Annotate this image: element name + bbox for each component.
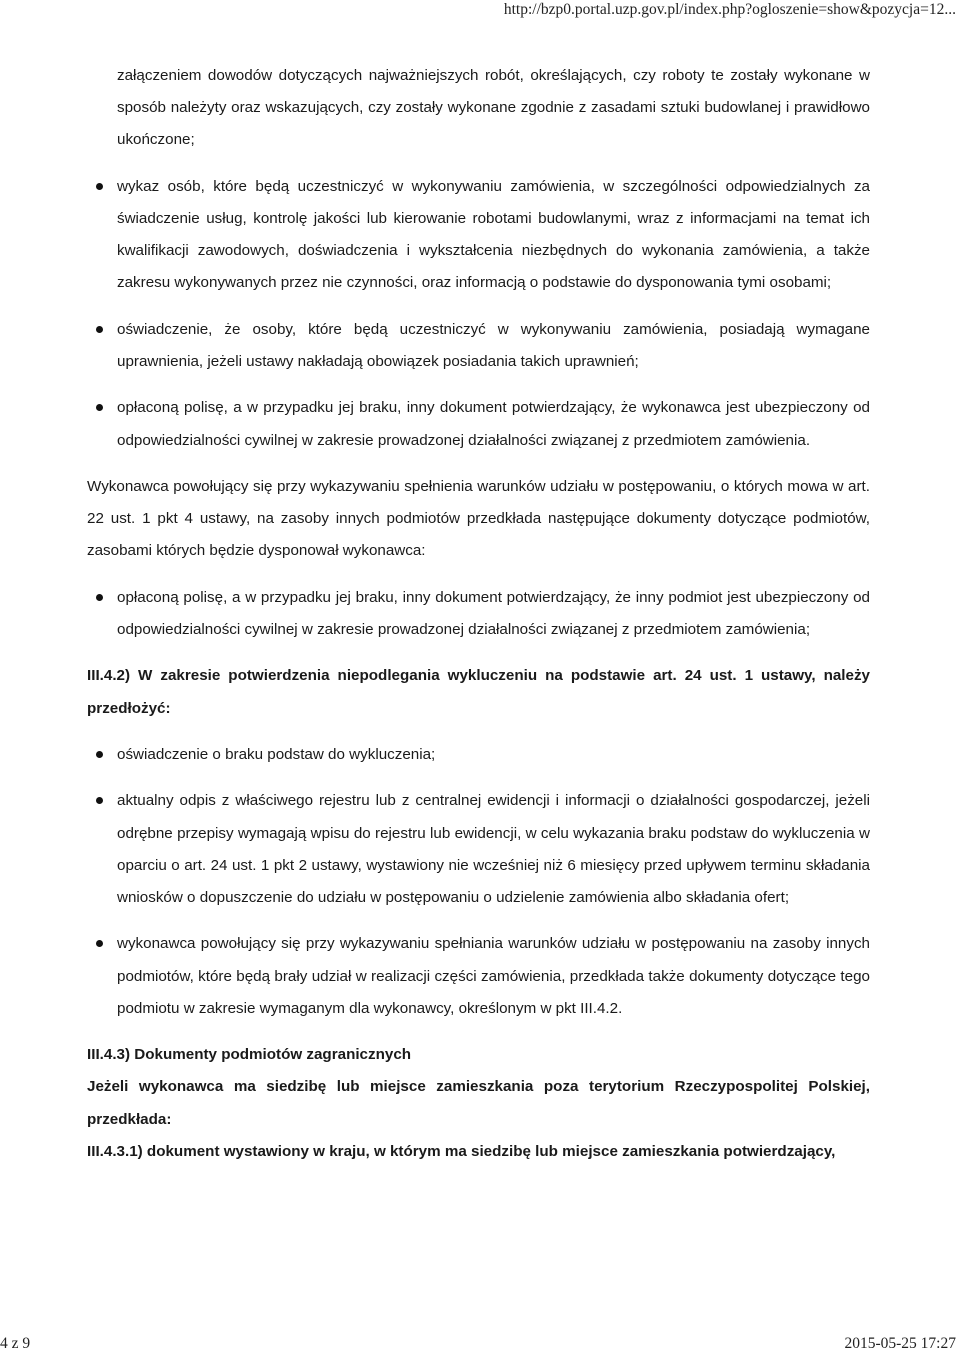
foreign-entities-intro: Jeżeli wykonawca ma siedzibę lub miejsce zamieszkania poza terytorium Rzeczypospolitej Polskiej, przedkłada: xyxy=(87,1078,870,1128)
print-header-url: http://bzp0.portal.uzp.gov.pl/index.php?ogloszenie=show&pozycja=12... xyxy=(503,1,956,18)
document-body xyxy=(87,60,870,1168)
bullet-list-exclusion-documents xyxy=(87,739,870,1025)
list-item: wykaz osób, które będą uczestniczyć w wykonywaniu zamówienia, w szczególności odpowiedzialnych za świadczenie usług, kontrolę jakości lub kierowanie robotami budowlanymi, wraz z informacjami na temat ich kwalifikacji zawodowych, doświadczenia i wykształcenia niezbędnych do wykonania zamówienia, a także zakresu wykonywanych przez nie czynności, oraz informacją o podstawie do dysponowania tymi osobami; xyxy=(87,171,870,300)
list-item: oświadczenie, że osoby, które będą uczestniczyć w wykonywaniu zamówienia, posiadają wymagane uprawnienia, jeżeli ustawy nakładają obowiązek posiadania takich uprawnień; xyxy=(87,314,870,378)
list-item: opłaconą polisę, a w przypadku jej braku, inny dokument potwierdzający, że inny podmiot jest ubezpieczony od odpowiedzialności cywilnej w zakresie prowadzonej działalności związanej z przedmiotem zamówienia; xyxy=(87,582,870,646)
list-item: opłaconą polisę, a w przypadku jej braku, inny dokument potwierdzający, że wykonawca jest ubezpieczony od odpowiedzialności cywilnej w zakresie prowadzonej działalności związanej z przedmiotem zamówienia. xyxy=(87,392,870,456)
section-heading-iii-4-2: III.4.2) W zakresie potwierdzenia niepodlegania wykluczeniu na podstawie art. 24 ust. 1 ustawy, należy przedłożyć: xyxy=(87,667,870,717)
bullet-list-qualifications xyxy=(87,171,870,457)
list-item: aktualny odpis z właściwego rejestru lub z centralnej ewidencji i informacji o działalności gospodarczej, jeżeli odrębne przepisy wymagają wpisu do rejestru lub ewidencji, w celu wykazania braku podstaw do wykluczenia w oparciu o art. 24 ust. 1 pkt 2 ustawy, wystawiony nie wcześniej niż 6 miesięcy przed upływem terminu składania wniosków o dopuszczenie do udziału w postępowaniu o udzielenie zamówienia albo składania ofert; xyxy=(87,785,870,914)
print-footer xyxy=(0,1335,960,1353)
item-iii-4-3-1: III.4.3.1) dokument wystawiony w kraju, w którym ma siedzibę lub miejsce zamieszkania potwierdzający, xyxy=(87,1142,836,1160)
paragraph-other-entities-resources: Wykonawca powołujący się przy wykazywaniu spełnienia warunków udziału w postępowaniu, o których mowa w art. 22 ust. 1 pkt 4 ustawy, na zasoby innych podmiotów przedkłada następujące dokumenty dotyczące podmiotów, zasobami których będzie dysponował wykonawca: xyxy=(87,477,870,560)
bullet-list-other-entities xyxy=(87,582,870,646)
page-number: 4 z 9 xyxy=(0,1335,31,1352)
continuation-paragraph: załączeniem dowodów dotyczących najważniejszych robót, określających, czy roboty te zostały wykonane w sposób należyty oraz wskazujących, czy zostały wykonane zgodnie z zasadami sztuki budowlanej i prawidłowo ukończone; xyxy=(117,67,870,149)
section-heading-iii-4-3: III.4.3) Dokumenty podmiotów zagranicznych xyxy=(87,1046,412,1064)
list-item: wykonawca powołujący się przy wykazywaniu spełniania warunków udziału w postępowaniu na zasoby innych podmiotów, które będą brały udział w realizacji części zamówienia, przedkłada także dokumenty dotyczące tego podmiotu w zakresie wymaganym dla wykonawcy, określonym w pkt III.4.2. xyxy=(87,928,870,1025)
list-item: oświadczenie o braku podstaw do wykluczenia; xyxy=(87,739,870,771)
print-datetime: 2015-05-25 17:27 xyxy=(844,1335,956,1352)
